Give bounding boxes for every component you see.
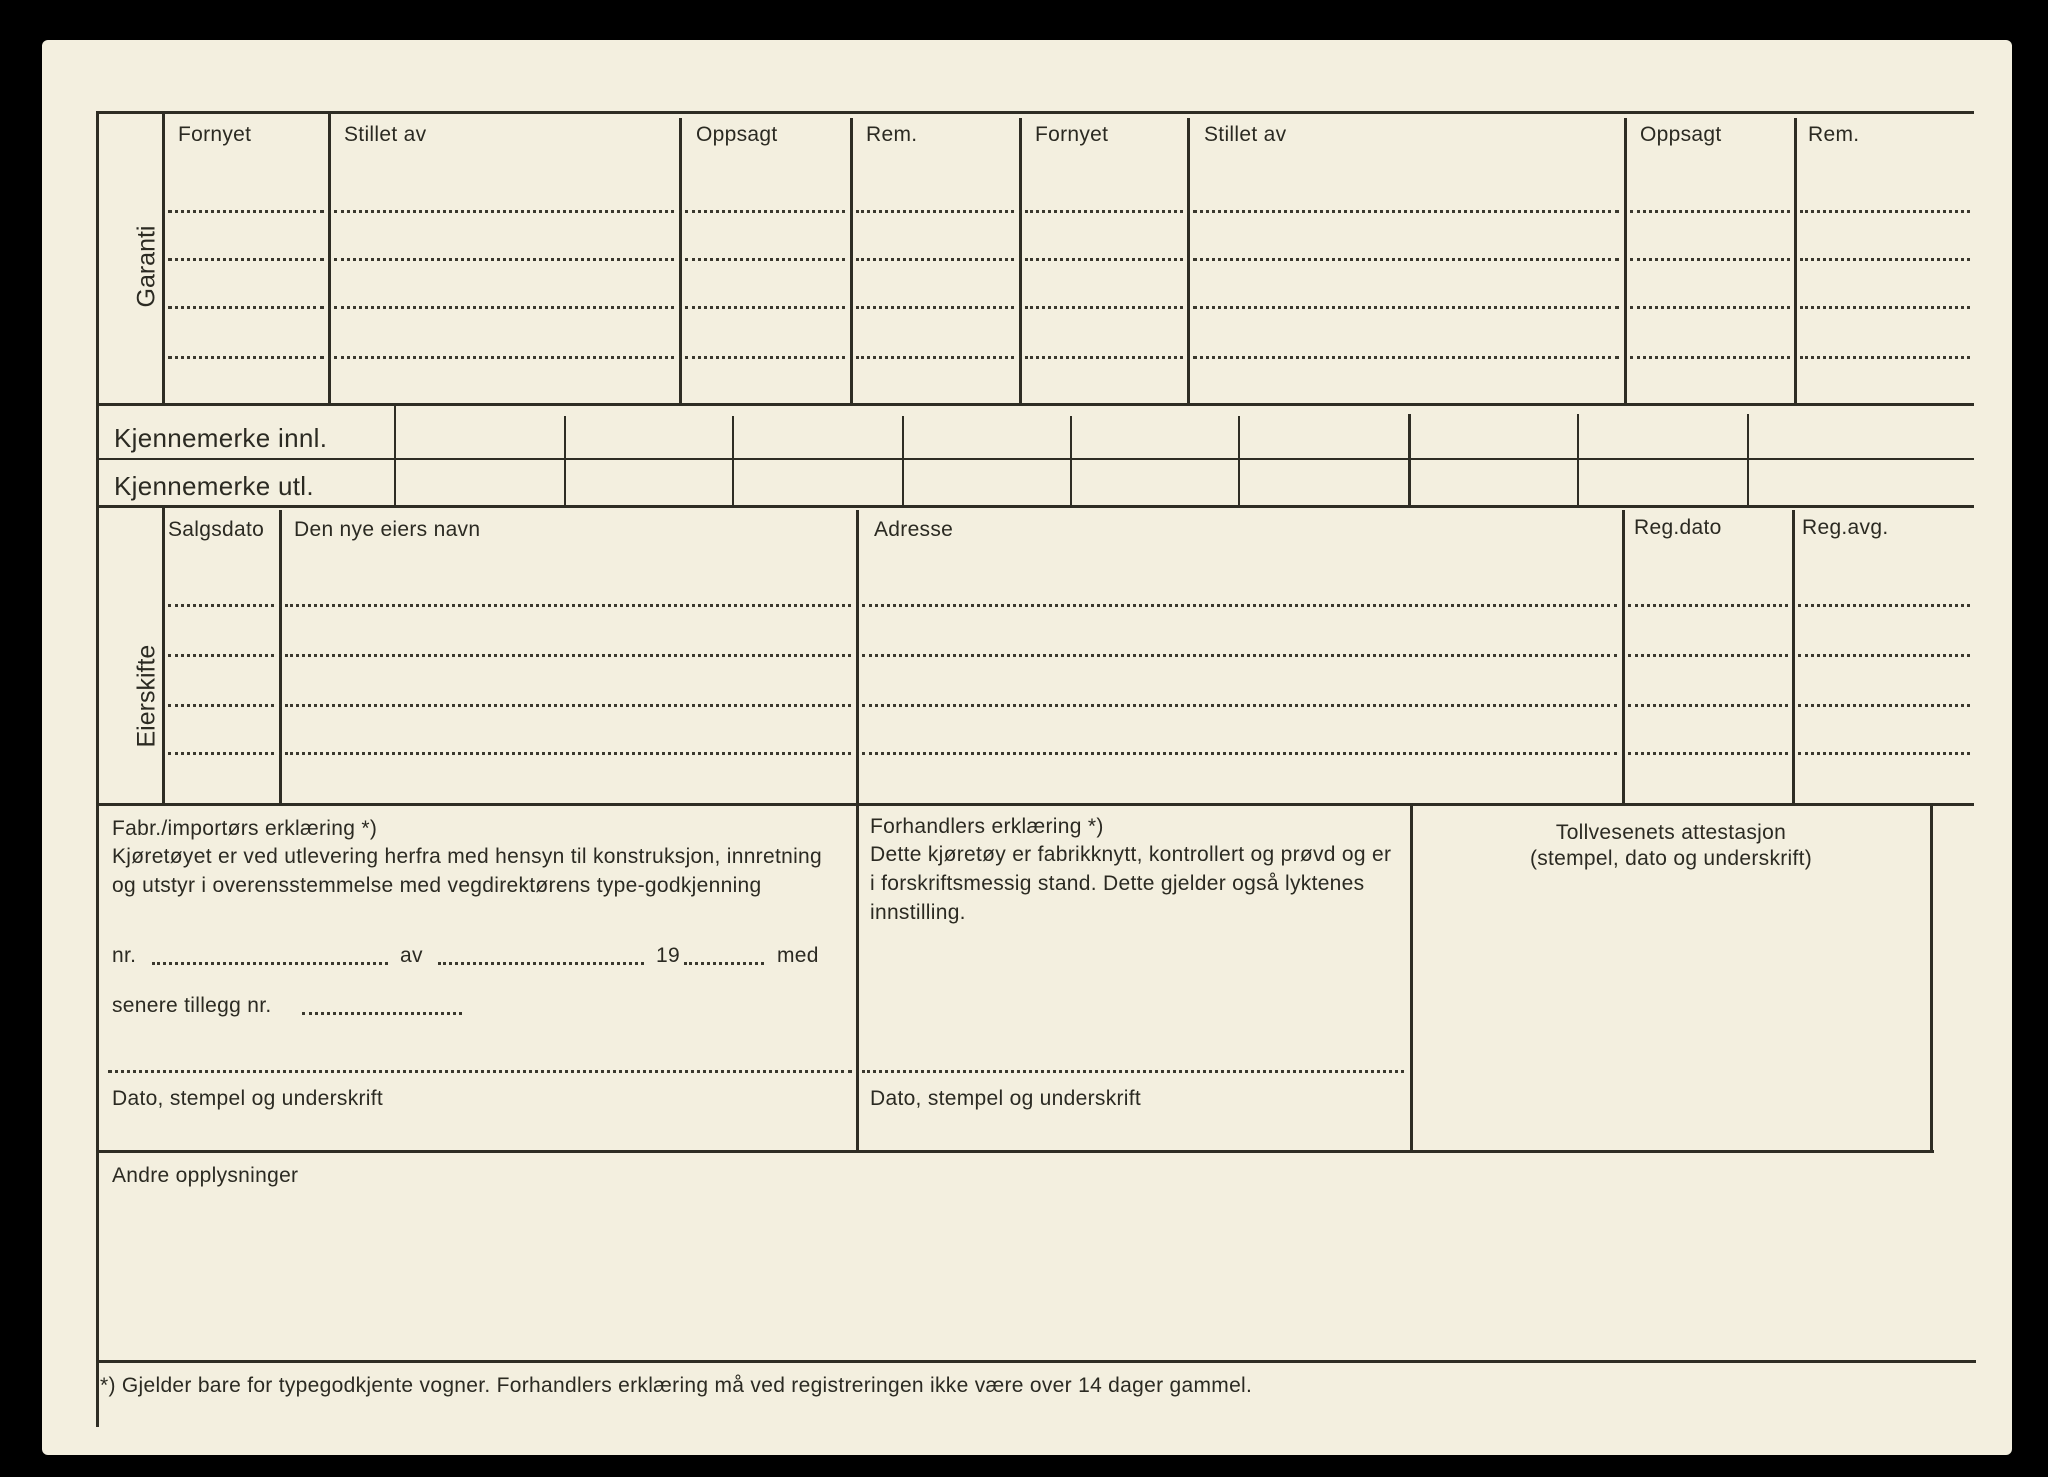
kjennemerke-cell-line bbox=[1070, 416, 1072, 506]
eierskifte-col-line bbox=[279, 510, 282, 804]
garanti-dotted-line[interactable] bbox=[1193, 306, 1619, 309]
garanti-dotted-line[interactable] bbox=[856, 306, 1014, 309]
kjennemerke-cell-line bbox=[732, 416, 734, 506]
header-stillet-av: Stillet av bbox=[344, 123, 427, 146]
eierskifte-dotted-line[interactable] bbox=[285, 604, 851, 607]
fabr-year-label: 19 bbox=[656, 944, 680, 967]
eierskifte-dotted-line[interactable] bbox=[862, 654, 1617, 657]
garanti-dotted-line[interactable] bbox=[856, 210, 1014, 213]
eierskifte-dotted-line[interactable] bbox=[862, 604, 1617, 607]
eierskifte-dotted-line[interactable] bbox=[1798, 654, 1970, 657]
fabr-title: Fabr./importørs erklæring *) bbox=[112, 817, 378, 840]
fabr-nr-label: nr. bbox=[112, 944, 137, 967]
header-fornyet-2: Fornyet bbox=[1035, 123, 1109, 146]
eierskifte-dotted-line[interactable] bbox=[285, 752, 851, 755]
left-border bbox=[96, 111, 99, 1427]
garanti-label: Garanti bbox=[132, 225, 161, 308]
forhandler-title: Forhandlers erklæring *) bbox=[870, 815, 1104, 838]
garanti-col-line bbox=[162, 111, 165, 403]
garanti-dotted-line[interactable] bbox=[1025, 306, 1183, 309]
eierskifte-dotted-line[interactable] bbox=[1628, 654, 1788, 657]
garanti-col-line bbox=[1794, 118, 1797, 403]
garanti-dotted-line[interactable] bbox=[1025, 258, 1183, 261]
toll-subtitle: (stempel, dato og underskrift) bbox=[1529, 847, 1813, 870]
header-rem-2: Rem. bbox=[1808, 123, 1860, 146]
top-border bbox=[96, 111, 1974, 114]
kjennemerke-cell-line bbox=[394, 406, 396, 506]
garanti-dotted-line[interactable] bbox=[334, 210, 674, 213]
declarations-col-line bbox=[1410, 806, 1413, 1152]
toll-title: Tollvesenets attestasjon bbox=[1555, 821, 1787, 844]
footnote: *) Gjelder bare for typegodkjente vogner. Forhandlers erklæring må ved registreringen ikke være over 14 dager gammel. bbox=[100, 1374, 1253, 1397]
garanti-dotted-line[interactable] bbox=[334, 306, 674, 309]
eierskifte-dotted-line[interactable] bbox=[862, 704, 1617, 707]
garanti-dotted-line[interactable] bbox=[1630, 356, 1790, 359]
fabr-signature-line[interactable] bbox=[108, 1070, 852, 1073]
kjennemerke-innl-label: Kjennemerke innl. bbox=[114, 423, 328, 453]
header-eiers-navn: Den nye eiers navn bbox=[294, 518, 481, 541]
fabr-med-label: med bbox=[777, 944, 819, 967]
header-adresse: Adresse bbox=[874, 518, 954, 541]
eierskifte-label: Eierskifte bbox=[132, 644, 161, 748]
eierskifte-dotted-line[interactable] bbox=[1798, 752, 1970, 755]
header-salgsdato: Salgsdato bbox=[168, 518, 265, 541]
kjennemerke-utl-label: Kjennemerke utl. bbox=[114, 471, 314, 501]
garanti-dotted-line[interactable] bbox=[1193, 356, 1619, 359]
fabr-body: Kjøretøyet er ved utlevering herfra med hensyn til konstruksjon, innretning og utstyr i overensstemmelse med vegdirektørens type-godkjenning bbox=[112, 845, 822, 897]
header-stillet-av-2: Stillet av bbox=[1204, 123, 1287, 146]
eierskifte-col-line bbox=[162, 506, 165, 804]
eierskifte-dotted-line[interactable] bbox=[1628, 604, 1788, 607]
kjennemerke-cell-line bbox=[1238, 416, 1240, 506]
fabr-year-field[interactable] bbox=[684, 962, 764, 965]
garanti-dotted-line[interactable] bbox=[334, 258, 674, 261]
toll-right-border bbox=[1930, 806, 1933, 1152]
fabr-nr-field[interactable] bbox=[152, 962, 388, 965]
garanti-dotted-line[interactable] bbox=[1025, 356, 1183, 359]
garanti-dotted-line[interactable] bbox=[685, 356, 845, 359]
eierskifte-dotted-line[interactable] bbox=[862, 752, 1617, 755]
garanti-col-line bbox=[679, 118, 682, 403]
kjennemerke-mid-line bbox=[96, 458, 1974, 460]
garanti-dotted-line[interactable] bbox=[168, 210, 324, 213]
andre-label: Andre opplysninger bbox=[112, 1164, 299, 1187]
eierskifte-col-line bbox=[1792, 510, 1795, 804]
header-reg-avg: Reg.avg. bbox=[1802, 516, 1889, 539]
garanti-dotted-line[interactable] bbox=[334, 356, 674, 359]
eierskifte-dotted-line[interactable] bbox=[1628, 752, 1788, 755]
bottom-border bbox=[96, 1360, 1976, 1363]
eierskifte-dotted-line[interactable] bbox=[1628, 704, 1788, 707]
eierskifte-dotted-line[interactable] bbox=[168, 704, 274, 707]
garanti-dotted-line[interactable] bbox=[1630, 210, 1790, 213]
kjennemerke-bottom-border bbox=[96, 505, 1974, 508]
header-fornyet: Fornyet bbox=[178, 123, 252, 146]
garanti-col-line bbox=[1624, 118, 1627, 403]
garanti-dotted-line[interactable] bbox=[1800, 258, 1970, 261]
garanti-dotted-line[interactable] bbox=[1800, 210, 1970, 213]
eierskifte-col-line bbox=[1622, 510, 1625, 804]
garanti-dotted-line[interactable] bbox=[168, 356, 324, 359]
declarations-top-border bbox=[96, 803, 1974, 806]
garanti-dotted-line[interactable] bbox=[1193, 258, 1619, 261]
fabr-av-label: av bbox=[400, 944, 423, 967]
kjennemerke-cell-line bbox=[1408, 414, 1411, 506]
eierskifte-dotted-line[interactable] bbox=[1798, 704, 1970, 707]
garanti-dotted-line[interactable] bbox=[1800, 356, 1970, 359]
garanti-dotted-line[interactable] bbox=[685, 306, 845, 309]
header-oppsagt: Oppsagt bbox=[696, 123, 778, 146]
garanti-dotted-line[interactable] bbox=[856, 356, 1014, 359]
eierskifte-col-line bbox=[856, 510, 859, 804]
garanti-col-line bbox=[328, 111, 331, 403]
kjennemerke-cell-line bbox=[1577, 414, 1579, 506]
garanti-dotted-line[interactable] bbox=[1800, 306, 1970, 309]
forhandler-signature-label: Dato, stempel og underskrift bbox=[870, 1087, 1142, 1110]
garanti-dotted-line[interactable] bbox=[856, 258, 1014, 261]
kjennemerke-cell-line bbox=[564, 416, 566, 506]
eierskifte-dotted-line[interactable] bbox=[168, 654, 274, 657]
garanti-col-line bbox=[850, 118, 853, 403]
registration-card bbox=[42, 40, 2012, 1455]
garanti-dotted-line[interactable] bbox=[685, 210, 845, 213]
kjennemerke-cell-line bbox=[902, 416, 904, 506]
garanti-dotted-line[interactable] bbox=[1630, 306, 1790, 309]
eierskifte-dotted-line[interactable] bbox=[168, 604, 274, 607]
fabr-tillegg-field[interactable] bbox=[302, 1012, 462, 1015]
eierskifte-dotted-line[interactable] bbox=[1798, 604, 1970, 607]
forhandler-signature-line[interactable] bbox=[862, 1070, 1404, 1073]
fabr-tillegg-label: senere tillegg nr. bbox=[112, 994, 272, 1017]
eierskifte-dotted-line[interactable] bbox=[285, 654, 851, 657]
fabr-signature-label: Dato, stempel og underskrift bbox=[112, 1087, 384, 1110]
andre-top-border bbox=[96, 1150, 1934, 1153]
forhandler-body: Dette kjøretøy er fabrikknytt, kontrollert og prøvd og er i forskriftsmessig stand. Dette gjelder også lyktenes innstilling. bbox=[870, 843, 1392, 924]
declarations-col-line bbox=[856, 806, 859, 1152]
eierskifte-dotted-line[interactable] bbox=[168, 752, 274, 755]
garanti-dotted-line[interactable] bbox=[1193, 210, 1619, 213]
header-reg-dato: Reg.dato bbox=[1634, 516, 1722, 539]
garanti-dotted-line[interactable] bbox=[1025, 210, 1183, 213]
kjennemerke-cell-line bbox=[1747, 414, 1749, 506]
garanti-col-line bbox=[1019, 118, 1022, 403]
garanti-dotted-line[interactable] bbox=[685, 258, 845, 261]
garanti-dotted-line[interactable] bbox=[1630, 258, 1790, 261]
fabr-av-field[interactable] bbox=[438, 962, 644, 965]
kjennemerke-top-border bbox=[96, 403, 1974, 406]
garanti-dotted-line[interactable] bbox=[168, 258, 324, 261]
header-oppsagt-2: Oppsagt bbox=[1640, 123, 1722, 146]
eierskifte-dotted-line[interactable] bbox=[285, 704, 851, 707]
garanti-dotted-line[interactable] bbox=[168, 306, 324, 309]
garanti-col-line bbox=[1187, 118, 1190, 403]
header-rem: Rem. bbox=[866, 123, 918, 146]
